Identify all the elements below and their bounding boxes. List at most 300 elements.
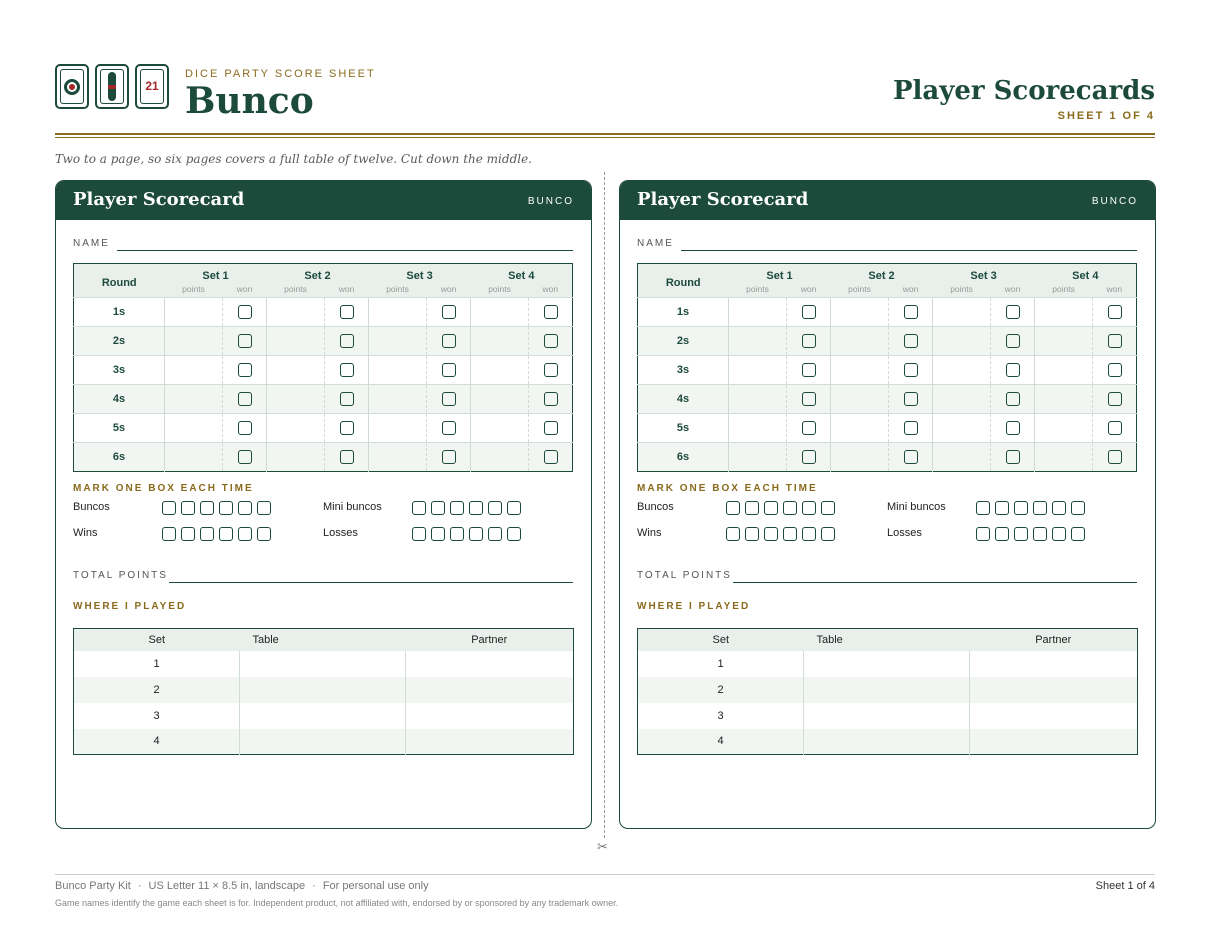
table-row: [638, 677, 1138, 703]
page-header: [55, 62, 1155, 138]
set-number: 4: [638, 729, 804, 755]
tally-checkbox[interactable]: [726, 501, 740, 515]
rounds-table: [73, 263, 573, 472]
name-row: [637, 237, 1137, 251]
total-row: [637, 569, 1137, 583]
points-subheader: points: [488, 283, 511, 294]
partner-cell[interactable]: [970, 651, 1138, 677]
total-row: [73, 569, 573, 583]
tally-checkbox[interactable]: [200, 501, 214, 515]
buncos-tally: [73, 501, 110, 513]
points-subheader: points: [284, 283, 307, 294]
won-checkbox[interactable]: [544, 450, 558, 464]
won-cell: [529, 356, 573, 385]
tally-checkbox[interactable]: [1052, 527, 1066, 541]
won-subheader: won: [338, 283, 355, 294]
won-checkbox[interactable]: [442, 334, 456, 348]
set-number: 2: [638, 677, 804, 703]
set-header: Set 4: [1072, 270, 1099, 283]
won-cell: [325, 385, 369, 414]
won-subheader: won: [440, 283, 457, 294]
won-checkbox[interactable]: [1108, 363, 1122, 377]
won-checkbox[interactable]: [904, 305, 918, 319]
won-checkbox[interactable]: [1006, 421, 1020, 435]
points-cell[interactable]: [831, 356, 889, 385]
won-cell: [787, 327, 831, 356]
losses-label: Losses: [323, 527, 358, 539]
points-cell[interactable]: [933, 443, 991, 472]
player-scorecard: [55, 180, 592, 829]
won-cell: [325, 327, 369, 356]
tally-checkbox[interactable]: [995, 501, 1009, 515]
won-cell: [787, 298, 831, 327]
card-header: [620, 181, 1155, 220]
partner-cell[interactable]: [406, 677, 574, 703]
losses-label: Losses: [887, 527, 922, 539]
points-subheader: points: [1052, 283, 1075, 294]
header-kicker: DICE PARTY SCORE SHEET: [185, 68, 376, 80]
points-cell[interactable]: [267, 327, 325, 356]
won-cell: [325, 414, 369, 443]
tally-checkbox[interactable]: [238, 527, 252, 541]
won-cell: [889, 414, 933, 443]
losses-boxes: [412, 527, 521, 541]
tally-checkbox[interactable]: [488, 527, 502, 541]
table-row: [638, 327, 1137, 356]
tally-checkbox[interactable]: [821, 501, 835, 515]
played-header: Set: [74, 629, 240, 651]
points-cell[interactable]: [267, 443, 325, 472]
tally-checkbox[interactable]: [469, 501, 483, 515]
round-label: 1s: [638, 298, 729, 327]
points-subheader: points: [848, 283, 871, 294]
won-cell: [325, 356, 369, 385]
tally-checkbox[interactable]: [219, 501, 233, 515]
footer-info: Bunco Party Kit · US Letter 11 × 8.5 in, landscape · For personal use only: [55, 880, 429, 892]
won-checkbox[interactable]: [904, 421, 918, 435]
won-checkbox[interactable]: [1006, 392, 1020, 406]
points-cell[interactable]: [831, 327, 889, 356]
die-one-icon: [55, 64, 89, 109]
tally-checkbox[interactable]: [469, 527, 483, 541]
won-checkbox[interactable]: [442, 363, 456, 377]
table-row: [74, 414, 573, 443]
tally-checkbox[interactable]: [219, 527, 233, 541]
table-cell[interactable]: [804, 677, 970, 703]
tally-checkbox[interactable]: [507, 527, 521, 541]
points-cell[interactable]: [267, 385, 325, 414]
buncos-boxes: [162, 501, 271, 515]
table-cell[interactable]: [240, 729, 406, 755]
won-checkbox[interactable]: [544, 392, 558, 406]
won-checkbox[interactable]: [238, 305, 252, 319]
won-checkbox[interactable]: [1108, 334, 1122, 348]
points-cell[interactable]: [267, 298, 325, 327]
tally-checkbox[interactable]: [257, 527, 271, 541]
points-cell[interactable]: [933, 298, 991, 327]
points-cell[interactable]: [933, 356, 991, 385]
tally-checkbox[interactable]: [726, 527, 740, 541]
won-checkbox[interactable]: [544, 305, 558, 319]
won-checkbox[interactable]: [340, 334, 354, 348]
won-cell: [1093, 327, 1137, 356]
where-heading: WHERE I PLAYED: [73, 601, 187, 612]
points-cell[interactable]: [267, 414, 325, 443]
set-header: Set 4: [508, 270, 535, 283]
points-cell[interactable]: [933, 385, 991, 414]
dice-logo: [55, 64, 169, 109]
won-cell: [223, 443, 267, 472]
tally-checkbox[interactable]: [488, 501, 502, 515]
won-checkbox[interactable]: [904, 334, 918, 348]
points-cell[interactable]: [165, 327, 223, 356]
partner-cell[interactable]: [970, 677, 1138, 703]
table-cell[interactable]: [240, 677, 406, 703]
won-cell: [529, 385, 573, 414]
points-cell[interactable]: [1035, 327, 1093, 356]
set-header: Set 1: [202, 270, 229, 283]
tally-checkbox[interactable]: [1014, 501, 1028, 515]
won-cell: [427, 356, 471, 385]
name-field[interactable]: [117, 250, 573, 251]
won-checkbox[interactable]: [238, 334, 252, 348]
tally-checkbox[interactable]: [1071, 527, 1085, 541]
tally-checkbox[interactable]: [976, 501, 990, 515]
table-row: [74, 385, 573, 414]
mini-buncos-boxes: [412, 501, 521, 515]
won-cell: [427, 443, 471, 472]
round-label: 4s: [74, 385, 165, 414]
points-cell[interactable]: [165, 298, 223, 327]
won-cell: [529, 327, 573, 356]
total-field[interactable]: [169, 582, 573, 583]
points-cell[interactable]: [471, 327, 529, 356]
won-checkbox[interactable]: [340, 450, 354, 464]
tally-checkbox[interactable]: [802, 501, 816, 515]
set-header: Set 1: [766, 270, 793, 283]
round-label: 1s: [74, 298, 165, 327]
table-cell[interactable]: [804, 729, 970, 755]
tally-checkbox[interactable]: [181, 527, 195, 541]
won-checkbox[interactable]: [904, 392, 918, 406]
won-cell: [427, 385, 471, 414]
card-badge: BUNCO: [1091, 196, 1138, 207]
tally-checkbox[interactable]: [431, 527, 445, 541]
won-checkbox[interactable]: [1108, 450, 1122, 464]
die-number-icon: 21: [135, 64, 169, 109]
card-header: [56, 181, 591, 220]
points-cell[interactable]: [471, 443, 529, 472]
won-cell: [787, 385, 831, 414]
header-rule: [55, 133, 1155, 138]
table-row: [638, 729, 1138, 755]
won-checkbox[interactable]: [442, 450, 456, 464]
tally-checkbox[interactable]: [507, 501, 521, 515]
points-cell[interactable]: [729, 298, 787, 327]
footer-sheet: Sheet 1 of 4: [1095, 880, 1155, 892]
die-bar-icon: [95, 64, 129, 109]
points-cell[interactable]: [369, 414, 427, 443]
table-header-row: [74, 264, 573, 284]
won-checkbox[interactable]: [340, 421, 354, 435]
table-row: [638, 385, 1137, 414]
tally-checkbox[interactable]: [1033, 527, 1047, 541]
points-cell[interactable]: [471, 385, 529, 414]
tally-checkbox[interactable]: [1014, 527, 1028, 541]
points-cell[interactable]: [165, 356, 223, 385]
won-checkbox[interactable]: [238, 450, 252, 464]
losses-tally: [887, 527, 922, 539]
points-cell[interactable]: [1035, 385, 1093, 414]
buncos-label: Buncos: [637, 501, 674, 513]
card-badge: BUNCO: [527, 196, 574, 207]
won-cell: [427, 414, 471, 443]
points-cell[interactable]: [729, 443, 787, 472]
tally-checkbox[interactable]: [1052, 501, 1066, 515]
points-cell[interactable]: [729, 414, 787, 443]
won-checkbox[interactable]: [1006, 334, 1020, 348]
points-subheader: points: [746, 283, 769, 294]
won-cell: [1093, 385, 1137, 414]
table-row: [74, 356, 573, 385]
points-cell[interactable]: [369, 356, 427, 385]
won-subheader: won: [800, 283, 817, 294]
tally-checkbox[interactable]: [764, 501, 778, 515]
won-cell: [1093, 443, 1137, 472]
total-field[interactable]: [733, 582, 1137, 583]
round-label: 6s: [74, 443, 165, 472]
points-cell[interactable]: [729, 327, 787, 356]
table-row: [74, 651, 574, 677]
won-cell: [889, 385, 933, 414]
won-checkbox[interactable]: [340, 305, 354, 319]
where-played-table: [73, 628, 574, 755]
tally-checkbox[interactable]: [783, 527, 797, 541]
set-header: Set 2: [868, 270, 895, 283]
tally-checkbox[interactable]: [450, 527, 464, 541]
cut-line: [604, 172, 605, 838]
table-header-row: [638, 629, 1138, 651]
set-number: 4: [74, 729, 240, 755]
round-label: 2s: [638, 327, 729, 356]
won-cell: [889, 356, 933, 385]
tally-checkbox[interactable]: [412, 501, 426, 515]
name-label: NAME: [73, 238, 110, 249]
won-checkbox[interactable]: [238, 392, 252, 406]
points-cell[interactable]: [933, 414, 991, 443]
won-checkbox[interactable]: [544, 363, 558, 377]
points-cell[interactable]: [1035, 298, 1093, 327]
tally-checkbox[interactable]: [238, 501, 252, 515]
won-subheader: won: [236, 283, 253, 294]
won-checkbox[interactable]: [340, 363, 354, 377]
round-label: 5s: [74, 414, 165, 443]
points-cell[interactable]: [729, 356, 787, 385]
won-checkbox[interactable]: [442, 392, 456, 406]
table-row: [74, 703, 574, 729]
won-subheader: won: [902, 283, 919, 294]
points-cell[interactable]: [165, 385, 223, 414]
points-cell[interactable]: [831, 443, 889, 472]
tally-checkbox[interactable]: [412, 527, 426, 541]
won-checkbox[interactable]: [1006, 450, 1020, 464]
where-played-table: [637, 628, 1138, 755]
points-cell[interactable]: [267, 356, 325, 385]
table-cell[interactable]: [804, 651, 970, 677]
points-cell[interactable]: [1035, 356, 1093, 385]
wins-boxes: [162, 527, 271, 541]
won-cell: [1093, 356, 1137, 385]
tally-checkbox[interactable]: [745, 527, 759, 541]
won-checkbox[interactable]: [1006, 363, 1020, 377]
won-checkbox[interactable]: [340, 392, 354, 406]
won-subheader: won: [1004, 283, 1021, 294]
points-cell[interactable]: [369, 385, 427, 414]
player-scorecard: [619, 180, 1156, 829]
table-cell[interactable]: [804, 703, 970, 729]
name-field[interactable]: [681, 250, 1137, 251]
table-row: [74, 729, 574, 755]
points-cell[interactable]: [165, 443, 223, 472]
points-cell[interactable]: [1035, 443, 1093, 472]
won-checkbox[interactable]: [238, 421, 252, 435]
mini-buncos-tally: [887, 501, 946, 513]
footer-paper: US Letter 11 × 8.5 in, landscape: [148, 880, 306, 892]
played-header: Table: [240, 629, 406, 651]
won-checkbox[interactable]: [802, 421, 816, 435]
buncos-tally: [637, 501, 674, 513]
table-row: [638, 703, 1138, 729]
round-header: Round: [665, 277, 701, 289]
won-checkbox[interactable]: [442, 305, 456, 319]
points-cell[interactable]: [1035, 414, 1093, 443]
partner-cell[interactable]: [406, 729, 574, 755]
tally-checkbox[interactable]: [162, 501, 176, 515]
table-row: [638, 414, 1137, 443]
points-subheader: points: [386, 283, 409, 294]
won-cell: [889, 443, 933, 472]
won-cell: [223, 298, 267, 327]
tally-checkbox[interactable]: [821, 527, 835, 541]
table-row: [74, 443, 573, 472]
name-row: [73, 237, 573, 251]
tally-checkbox[interactable]: [802, 527, 816, 541]
where-heading: WHERE I PLAYED: [637, 601, 751, 612]
points-cell[interactable]: [165, 414, 223, 443]
points-cell[interactable]: [471, 298, 529, 327]
partner-cell[interactable]: [970, 703, 1138, 729]
won-checkbox[interactable]: [238, 363, 252, 377]
round-label: 5s: [638, 414, 729, 443]
tally-checkbox[interactable]: [1071, 501, 1085, 515]
table-cell[interactable]: [240, 651, 406, 677]
points-cell[interactable]: [369, 298, 427, 327]
points-cell[interactable]: [471, 356, 529, 385]
points-cell[interactable]: [369, 327, 427, 356]
mark-heading: MARK ONE BOX EACH TIME: [637, 483, 818, 494]
wins-label: Wins: [73, 527, 98, 539]
won-checkbox[interactable]: [1108, 392, 1122, 406]
round-label: 6s: [638, 443, 729, 472]
total-label: TOTAL POINTS: [637, 570, 732, 581]
played-header: Table: [804, 629, 970, 651]
won-checkbox[interactable]: [442, 421, 456, 435]
partner-cell[interactable]: [406, 703, 574, 729]
losses-boxes: [976, 527, 1085, 541]
set-number: 1: [638, 651, 804, 677]
won-checkbox[interactable]: [904, 450, 918, 464]
tally-checkbox[interactable]: [1033, 501, 1047, 515]
intro-text: Two to a page, so six pages covers a full table of twelve. Cut down the middle.: [55, 152, 532, 166]
round-label: 2s: [74, 327, 165, 356]
partner-cell[interactable]: [970, 729, 1138, 755]
won-subheader: won: [542, 283, 559, 294]
tally-checkbox[interactable]: [745, 501, 759, 515]
points-cell[interactable]: [369, 443, 427, 472]
won-checkbox[interactable]: [1108, 421, 1122, 435]
table-row: [74, 327, 573, 356]
won-checkbox[interactable]: [802, 450, 816, 464]
won-cell: [889, 298, 933, 327]
set-header: Set 2: [304, 270, 331, 283]
won-cell: [325, 298, 369, 327]
table-header-row: [74, 629, 574, 651]
partner-cell[interactable]: [406, 651, 574, 677]
won-checkbox[interactable]: [802, 363, 816, 377]
points-cell[interactable]: [831, 385, 889, 414]
points-cell[interactable]: [729, 385, 787, 414]
round-label: 4s: [638, 385, 729, 414]
tally-checkbox[interactable]: [257, 501, 271, 515]
won-cell: [223, 327, 267, 356]
won-checkbox[interactable]: [1006, 305, 1020, 319]
set-number: 2: [74, 677, 240, 703]
points-cell[interactable]: [831, 414, 889, 443]
sheet-number: SHEET 1 OF 4: [1057, 110, 1155, 122]
tally-checkbox[interactable]: [783, 501, 797, 515]
table-header-row: [638, 264, 1137, 284]
played-header: Set: [638, 629, 804, 651]
won-cell: [787, 443, 831, 472]
won-checkbox[interactable]: [802, 392, 816, 406]
tally-checkbox[interactable]: [764, 527, 778, 541]
tally-checkbox[interactable]: [450, 501, 464, 515]
wins-label: Wins: [637, 527, 662, 539]
won-checkbox[interactable]: [802, 305, 816, 319]
points-cell[interactable]: [933, 327, 991, 356]
table-cell[interactable]: [240, 703, 406, 729]
won-checkbox[interactable]: [544, 334, 558, 348]
tally-checkbox[interactable]: [431, 501, 445, 515]
won-checkbox[interactable]: [544, 421, 558, 435]
mark-heading: MARK ONE BOX EACH TIME: [73, 483, 254, 494]
points-cell[interactable]: [471, 414, 529, 443]
won-cell: [991, 356, 1035, 385]
won-cell: [223, 414, 267, 443]
tally-checkbox[interactable]: [995, 527, 1009, 541]
points-cell[interactable]: [831, 298, 889, 327]
won-cell: [991, 327, 1035, 356]
tally-checkbox[interactable]: [976, 527, 990, 541]
tally-checkbox[interactable]: [181, 501, 195, 515]
tally-checkbox[interactable]: [162, 527, 176, 541]
round-header: Round: [101, 277, 137, 289]
won-checkbox[interactable]: [904, 363, 918, 377]
won-cell: [223, 385, 267, 414]
tally-checkbox[interactable]: [200, 527, 214, 541]
won-checkbox[interactable]: [802, 334, 816, 348]
won-checkbox[interactable]: [1108, 305, 1122, 319]
